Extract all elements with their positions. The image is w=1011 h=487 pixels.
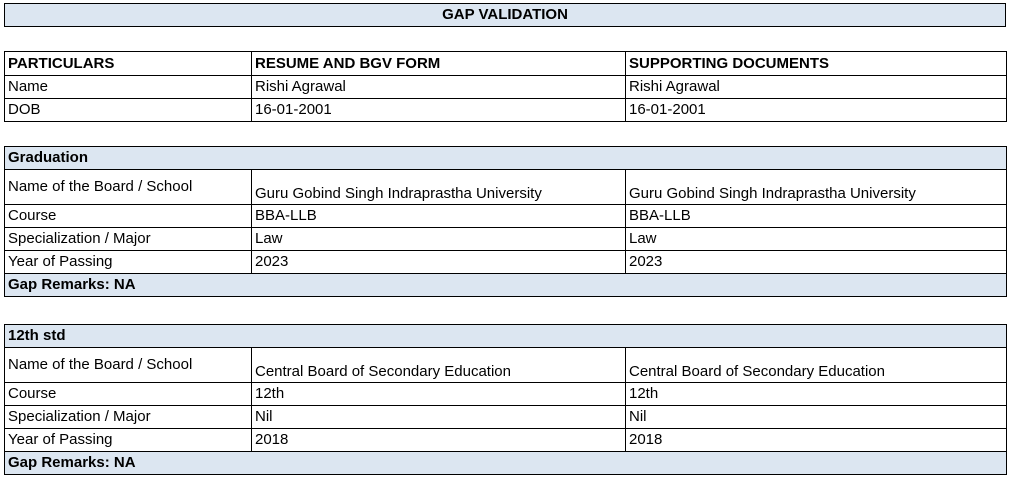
table-row (5, 406, 1007, 429)
row-label: Course (5, 205, 252, 228)
section-heading-graduation: Graduation (5, 147, 1007, 170)
table-row (5, 251, 1007, 274)
row-label: Specialization / Major (5, 228, 252, 251)
row-label: Name of the Board / School (5, 170, 252, 205)
table-row (5, 429, 1007, 452)
supporting-value: Guru Gobind Singh Indraprastha University (626, 170, 1007, 205)
row-label: Specialization / Major (5, 406, 252, 429)
resume-value: 2018 (252, 429, 626, 452)
supporting-value: Central Board of Secondary Education (626, 348, 1007, 383)
resume-value: 2023 (252, 251, 626, 274)
supporting-value: Rishi Agrawal (626, 76, 1007, 99)
gap-remarks-graduation: Gap Remarks: NA (5, 274, 1007, 297)
table-row (5, 348, 1007, 383)
supporting-value: 12th (626, 383, 1007, 406)
table-row (5, 170, 1007, 205)
supporting-value: Law (626, 228, 1007, 251)
resume-value: Central Board of Secondary Education (252, 348, 626, 383)
row-label: DOB (5, 99, 252, 122)
resume-value: 12th (252, 383, 626, 406)
supporting-value: BBA-LLB (626, 205, 1007, 228)
title-table (4, 3, 1006, 27)
table-row (5, 205, 1007, 228)
row-label: Course (5, 383, 252, 406)
supporting-value: Nil (626, 406, 1007, 429)
section-heading-12th: 12th std (5, 325, 1007, 348)
header-row (5, 52, 1007, 76)
header-resume: RESUME AND BGV FORM (252, 52, 626, 76)
personal-table (4, 51, 1007, 122)
resume-value: 16-01-2001 (252, 99, 626, 122)
row-label: Year of Passing (5, 429, 252, 452)
supporting-value: 2023 (626, 251, 1007, 274)
resume-value: Rishi Agrawal (252, 76, 626, 99)
supporting-value: 16-01-2001 (626, 99, 1007, 122)
table-row (5, 99, 1007, 122)
resume-value: Nil (252, 406, 626, 429)
resume-value: BBA-LLB (252, 205, 626, 228)
header-particulars: PARTICULARS (5, 52, 252, 76)
row-label: Year of Passing (5, 251, 252, 274)
resume-value: Guru Gobind Singh Indraprastha University (252, 170, 626, 205)
table-row (5, 383, 1007, 406)
table-row (5, 76, 1007, 99)
table-row (5, 228, 1007, 251)
gap-remarks-12th: Gap Remarks: NA (5, 452, 1007, 475)
row-label: Name (5, 76, 252, 99)
supporting-value: 2018 (626, 429, 1007, 452)
header-supporting: SUPPORTING DOCUMENTS (626, 52, 1007, 76)
graduation-table (4, 146, 1007, 297)
resume-value: Law (252, 228, 626, 251)
twelfth-table (4, 324, 1007, 475)
page-title: GAP VALIDATION (5, 4, 1006, 27)
row-label: Name of the Board / School (5, 348, 252, 383)
